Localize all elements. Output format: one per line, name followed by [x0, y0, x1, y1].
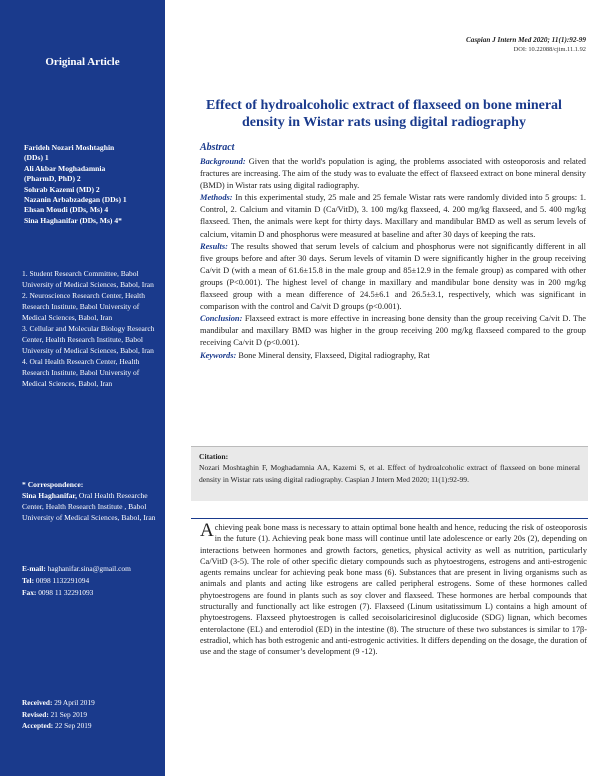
- abstract-keywords: [200, 350, 586, 362]
- author-line: Nazanin Arbabzadegan (DDs) 1: [24, 195, 127, 205]
- article-type: Original Article: [45, 56, 120, 68]
- email-label: E-mail:: [22, 564, 46, 573]
- keywords-text: Bone Mineral density, Flaxseed, Digital radiography, Rat: [236, 350, 430, 360]
- correspondence-address: Oral Health Researche Center, Health Research Institute , Babol University of Medical Sciences, Babol, Iran: [22, 491, 156, 522]
- results-label: Results:: [200, 241, 228, 251]
- author-list: [24, 143, 164, 226]
- affiliation: 3. Cellular and Molecular Biology Research Center, Health Research Institute, Babol University of Medical Sciences, Babol, Iran: [22, 324, 155, 355]
- affiliation: 2. Neuroscience Research Center, Health Research Institute, Babol University of Medical Sciences, Babol, Iran: [22, 291, 145, 322]
- abstract-background: [200, 156, 586, 192]
- accepted-date: 22 Sep 2019: [53, 721, 92, 730]
- results-text: The results showed that serum levels of calcium and phosphorus were not significantly different in all five groups before and after 30 days. Serum levels of vitamin D were significantly higher in the group receiving Ca/vit D (with a mean of 61.6±15.8 in the male group and 85±12.9 in the female group) as compared with other groups (P<0.001). The highest level of change in maxillary and mandibular bone density was in 200 mg/kg flaxseed group with a mean difference of 24.5±6.1 and 26.5±3.1, respectively, which was significant in comparison with the control and Ca/vit D groups (p<0.001).: [200, 241, 586, 312]
- author-line: Ehsan Moudi (DDs, Ms) 4: [24, 205, 109, 215]
- methods-label: Methods:: [200, 193, 233, 203]
- revised-date: 21 Sep 2019: [48, 709, 88, 719]
- received-label: Received:: [22, 698, 53, 707]
- abstract-conclusion: [200, 313, 586, 349]
- author-line: Sina Haghanifar (DDs, Ms) 4*: [24, 215, 122, 225]
- author-line: (PharmD, PhD) 2: [24, 174, 81, 184]
- fax-label: Fax:: [22, 588, 37, 597]
- keywords-label: Keywords:: [200, 350, 237, 360]
- article-title: Effect of hydroalcoholic extract of flaxseed on bone mineral density in Wistar rats using digital radiography: [206, 98, 562, 130]
- author-line: (DDs) 1: [24, 153, 49, 163]
- author-line: Ali Akbar Moghadamnia: [24, 163, 106, 173]
- correspondence-heading: * Correspondence:: [22, 480, 84, 489]
- journal-citation: Caspian J Intern Med 2020; 11(1):92-99: [466, 36, 586, 44]
- accepted-label: Accepted:: [22, 721, 54, 730]
- tel-value: 0098 1132291094: [34, 576, 90, 585]
- abstract-results: [200, 241, 586, 314]
- doi[interactable]: DOI: 10.22088/cjim.11.1.92: [513, 46, 586, 53]
- background-label: Background:: [200, 157, 246, 166]
- received-date: 29 April 2019: [52, 698, 95, 707]
- fax-value: 0098 11 32291093: [36, 588, 94, 597]
- abstract-heading: Abstract: [200, 142, 235, 153]
- affiliation: 1. Student Research Committee, Babol University of Medical Sciences, Babol, Iran: [22, 269, 154, 289]
- correspondence: [22, 479, 164, 523]
- contact-info: [22, 563, 164, 599]
- author-line: Sohrab Kazemi (MD) 2: [24, 184, 100, 194]
- background-text: Given that the world's population is aging, the problems associated with osteoporosis and related fractures are increasing. The aim of the study was to evaluate the effect of flaxseed extract on bone mineral density (BMD) in Wistar rats using digital radiography.: [200, 157, 586, 191]
- affiliations: [22, 268, 162, 389]
- conclusion-text: Flaxseed extract is more effective in increasing bone density than the group receiving Ca/vit D. The mandibular and maxillary BMD was higher in the group receiving 200 mg/kg flaxseed compared to the group receiving Ca/vit D (p<0.001).: [200, 314, 586, 348]
- body-text: [200, 522, 587, 658]
- citation-text: Nozari Moshtaghin F, Moghadamnia AA, Kazemi S, et al. Effect of hydroalcoholic extract of flaxseed on bone mineral density in Wistar rats using digital radiography. Caspian J Intern Med 2020; 11(1):92-99.: [199, 463, 580, 484]
- author-line: Farideh Nozari Moshtaghin: [24, 143, 115, 152]
- drop-cap: A: [200, 520, 214, 541]
- revised-label: Revised:: [22, 709, 49, 719]
- citation-box: [191, 446, 588, 501]
- email-link[interactable]: haghanifar.sina@gmail.com: [45, 564, 131, 573]
- methods-text: In this experimental study, 25 male and 25 female Wistar rats were randomly divided into 5 groups: 1. Control, 2. Calcium and vitamin D (Ca/VitD), 3. 100 mg/kg flaxseed, 4. 200 mg/kg flaxseed, and 5. 400 mg/kg flaxseed. Then, the animals were kept for thirty days. Maxillary and mandibular BMD as well as serum levels of calcium, vitamin D and phosphorus were measured at baseline and after 30 days of keeping the rats.: [200, 193, 586, 239]
- abstract-methods: [200, 192, 586, 240]
- abstract: [200, 156, 586, 362]
- conclusion-label: Conclusion:: [200, 314, 243, 324]
- divider: [191, 518, 588, 519]
- correspondence-name: Sina Haghanifar,: [22, 491, 78, 500]
- affiliation: 4. Oral Health Research Center, Health Research Institute, Babol University of Medical Sciences, Babol, Iran: [22, 357, 140, 388]
- intro-paragraph: chieving peak bone mass is necessary to attain optimal bone health and hence, reducing the risk of osteoporosis in the future (1). Achieving peak bone mass will continue until late adolescence or early 20s (2), depending on interactions between hormones and growth factors, genetics, physical activity as well as nutrition, particularly Ca/VitD (3-5). The role of other specific dietary compounds such as phytoestrogens, estrogens and anti-estrogenic agents remains unclear for achieving peak bone mass (6). Substances that are present in living organisms such as animals and plants and acting like estrogens are called peripheral estrogens. Some of these hormones called phytoestrogens are found in plants such as soy clover and flaxseed. These hormones are herbal compounds that structurally and functionally act like estrogen (7). Flaxseed (Linum usitatissimum L) contains a high amount of phytoestrogens. Flaxseed phytoestrogen is called secoisolariciresinol diglucoside (SDG) lignan, which becomes enterolactone (EL) and enterodiol (ED) in the intestine (8). The structure of these two substances is similar to 17β-estradiol, which has both estrogenic and anti-estrogenic activities. It differs depending on the dosage, the duration of use and the stage of consumer’s development (9 -12).: [200, 523, 587, 657]
- article-dates: [22, 697, 164, 732]
- sidebar: [0, 0, 165, 776]
- citation-heading: Citation:: [199, 452, 229, 461]
- tel-label: Tel:: [22, 576, 35, 585]
